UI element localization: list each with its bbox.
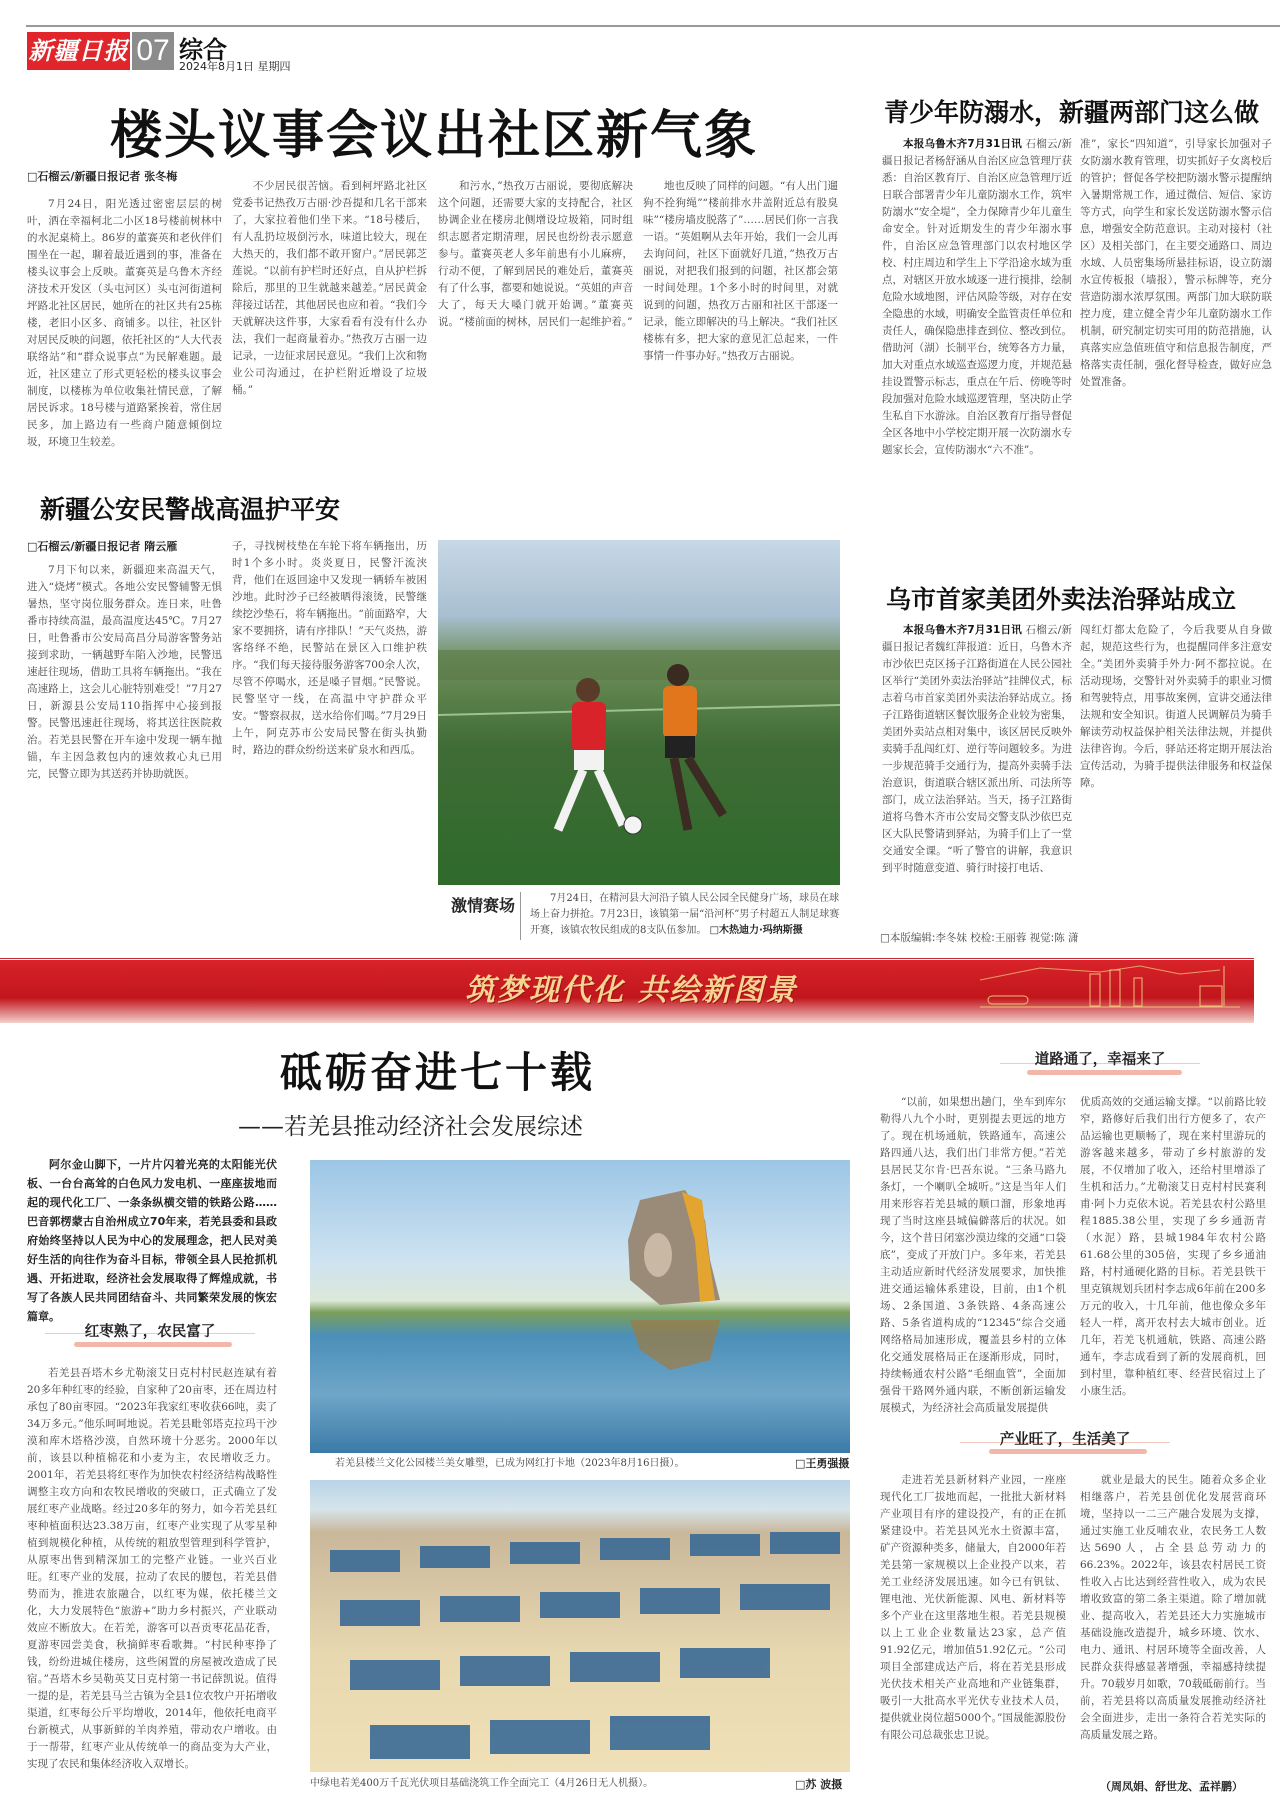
- headline-police: 新疆公安民警战高温护平安: [40, 495, 341, 524]
- article-section-roads-col1: “以前，如果想出趟门，坐车到库尔勒得八九个小时，更别提去更远的地方了。现在机场通航，铁路通车，高速公路四通八达，我们出门非常方便。”若羌县居民艾尔肯·巴吾东说。“三条马路九条灯，一个喇叭全城听。”这是当年人们用来形容若羌县城的顺口溜，形象地再现了当时这座县城偏僻落后的状况。如今，这个昔日闭塞沙漠边缘的交通“口袋底”，变成了开放门户。多年来，若羌县主动适应新时代经济发展要求，加快推进交通运输体系建设，目前，由1个机场、2条国道、3条铁路、4条高速公路、5条省道构成的“12345”综合交通网络格局加速形成，覆盖县乡村的立体化交通发展格局正在逐渐形成，同时，持续畅通农村公路“毛细血管”，全面加强骨干路网外通内联，不断创新运输发展模式，为经济社会高质量发展提供: [880, 1096, 1066, 1414]
- editor-credits: □本版编辑:李冬妹 校检:王丽蓉 视觉:陈 潇: [880, 932, 1079, 944]
- subhead-decor-bar: [1027, 1070, 1182, 1075]
- photo-solar-credit: □苏 波摄: [795, 1778, 843, 1791]
- article-lede: 阿尔金山脚下，一片片闪着光亮的太阳能光伏板、一台台高耸的白色风力发电机、一座座拔地而起的现代化工厂、一条条纵横交错的铁路公路……巴音郭楞蒙古自治州成立70年来，若羌县委和县政府始终坚持以人民为中心的发展理念，把人民对美好生活的向往作为奋斗目标，带领全县人民抢抓机遇、开拓进取，经济社会发展取得了辉煌成就，书写了各族人民共同团结奋斗、共同繁荣发展的恢宏篇章。: [27, 1158, 277, 1323]
- soccer-ball-icon: [624, 816, 642, 834]
- statue-scene-illustration: [310, 1160, 850, 1453]
- page-number: 07: [132, 32, 174, 70]
- section-title: 综合: [179, 36, 227, 64]
- article-section-industry-col1: 走进若羌县新材料产业园，一座座现代化工厂拔地而起，一批批大新材料产业项目有序的建设投产，有的正在抓紧建设中。若羌县风光水土资源丰富，矿产资源种类多，储量大，自2000年若羌县第一家规模以上企业投产以来，若羌工业经济发展迅速。如今已有钒钛、锂电池、光伏新能源、风电、新材料等多个产业在这里落地生根。若羌县规模以上工业企业数量达23家，总产值91.92亿元，增加值51.92亿元。“公司项目全部建成达产后，将在若羌县形成光伏技术相关产业高地和产业链集群，吸引一大批高水平光伏专业技术人员，提供就业岗位超5000个。”国晟能源股份有限公司总裁张忠卫说。: [880, 1474, 1066, 1741]
- photo-loulan-statue: [310, 1160, 850, 1453]
- article-section-industry-col2: 就业是最大的民生。随着众多企业相继落户，若羌县创优化发展营商环境，坚持以一二三产融合发展为支撑，通过实施工业反哺农业，农民务工人数达5690人，占全县总劳动力的66.23%。2022年，该县农村居民工资性收入占比达到经营性收入，成为农民增收致富的第二条主渠道。除了增加就业、提高收入，若羌县还大力实施城市基础设施改造提升，城乡环境、饮水、电力、通讯、村居环境等全面改善，人民群众获得感显著增强，幸福感持续提升。70载岁月如歌，70载砥砺前行。当前，若羌县将以高质量发展推动经济社会全面进步，走出一条符合若羌实际的高质量发展之路。: [1080, 1474, 1266, 1741]
- article-section-roads-col2: 优质高效的交通运输支撑。“以前路比较窄，路修好后我们出行方便多了，农产品运输也更顺畅了，现在来村里游玩的游客越来越多，带动了乡村旅游的发展，不仅增加了收入，还给村里增添了生机和活力。”尤勒滚艾日克村村民赛利甫·阿卜力克依木说。若羌县农村公路里程1885.38公里，实现了乡乡通沥青（水泥）路，县城1984年农村公路61.68公里的305倍，实现了乡乡通油路，村村通硬化路的目标。若羌县铁干里克镇规划兵团村李志成6年前在200多万元的收入，十几年前，他也像众多年轻人一样，离开农村去大城市创业。近几年，若羌飞机通航，铁路、高速公路通车，李志成看到了新的发展商机，回到村里，靠种植红枣、经营民宿过上了小康生活。: [1080, 1096, 1266, 1397]
- subhead-decor-bar: [989, 1449, 1147, 1454]
- photo-soccer-caption: 7月24日，在精河县大河沿子镇人民公园全民健身广场，球员在球场上奋力拼抢。7月23日，该镇第一届“沿河杯”男子村超五人制足球赛开赛，该镇农牧民组成的8支队伍参加。 □木热迪力·玛纳斯摄: [530, 893, 840, 936]
- byline-community: □石榴云/新疆日报记者 张冬梅: [27, 170, 178, 183]
- dateline-meituan: 本报乌鲁木齐7月31日讯: [903, 624, 1022, 636]
- article-community-col3: 和污水，”热孜万古丽说，要彻底解决这个问题，还需要大家的支持配合，社区协调企业在楼房北侧增设垃圾箱，同时组织志愿者定期清理，居民也纷纷表示愿意参与。董赛英老人多年前患有小儿麻痹，行动不便，了解到居民的难处后，董赛英有了什么事，都要和她说说。“英姐的声音大了，每天大嗓门就开始调。”董赛英说。“楼前面的树林，居民们一起维护着。”: [438, 180, 633, 328]
- masthead-rule: [26, 25, 1280, 27]
- dateline-drowning: 本报乌鲁木齐7月31日讯: [903, 138, 1022, 150]
- issue-date: 2024年8月1日 星期四: [179, 60, 291, 73]
- headline-community: 楼头议事会议出社区新气象: [110, 106, 759, 166]
- photo-soccer-match: [438, 540, 840, 885]
- subhead-decor-bar: [74, 1342, 232, 1347]
- photo-soccer-credit: □木热迪力·玛纳斯摄: [709, 925, 803, 936]
- subheadline-ruoqiang: ——若羌县推动经济社会发展综述: [238, 1114, 583, 1140]
- headline-meituan: 乌市首家美团外卖法治驿站成立: [886, 585, 1237, 614]
- solar-panels-illustration: [310, 1480, 850, 1772]
- article-section-red-dates: 若羌县吾塔木乡尤勒滚艾日克村村民赵连斌有着20多年种红枣的经验，自家种了20亩枣，还在周边村承包了80亩枣园。“2023年我家红枣收获66吨，卖了34万多元。”他乐呵呵地说。若羌县毗邻塔克拉玛干沙漠和库木塔格沙漠，自然环境十分恶劣。2000年以前，该县以种植棉花和小麦为主，农民增收乏力。2001年，若羌县将红枣作为加快农村经济结构战略性调整主攻方向和农牧民增收的突破口，正式确立了发展红枣产业战略。经过20多年的努力，如今若羌县红枣种植面积达23.38万亩，红枣产业实现了从零星种植到规模化种植，从传统的粗放型管理到科学管护，从原枣出售到精深加工的完整产业链。一业兴百业旺。红枣产业的发展，拉动了农民的腰包，若羌县借势而为，推进农旅融合，以红枣为媒，依托楼兰文化，大力发展特色“旅游+”助力乡村振兴，产业联动效应不断放大。在若羌，游客可以吾贡枣花品花香，夏游枣园尝美食，秋摘鲜枣看歌舞。“村民种枣挣了钱，纷纷进城住楼房，这些闲置的房屋被改造成了民宿。”吾塔木乡吴勒英艾日克村第一书记薛凯说。值得一提的是，若羌县马兰古镇为全县1位农牧户开拓增收渠道，红枣每公斤平均增收，2014年，他依托电商平台新模式，从事新鲜的羊肉养殖，带动农户增收。由于一帮带，红枣产业从传统单一的商品变为大产业，实现了农民和集体经济收入双增长。: [27, 1367, 277, 1770]
- photo-soccer-caption-title: 激情赛场: [451, 896, 516, 915]
- banner-slogan: 筑梦现代化 共绘新图景: [465, 973, 798, 1008]
- soccer-scene-illustration: [438, 540, 840, 885]
- photo-loulan-caption: 若羌县楼兰文化公园楼兰美女雕塑，已成为网红打卡地（2023年8月16日摄）。: [335, 1458, 685, 1469]
- article-community-col1: 7月24日，阳光透过密密层层的树叶，洒在幸福柯北二小区18号楼前树林中的水泥桌椅上。86岁的董赛英和老伙伴们围坐在一起，聊着最近遇到的事，准备在楼头议事会上反映。董赛英是乌鲁木齐经济技术开发区（头屯河区）头屯河街道柯坪路北社区居民，她所在的社区共有25栋楼，老旧小区多、商铺多。以往，社区针对居民反映的问题，依托社区的“人大代表联络站”和“群众说事点”为民解难题。最近，社区建立了形式更轻松的楼头议事会制度，以楼栋为单位收集社情民意，了解居民诉求。18号楼与道路紧挨着，常住居民多，加上路边有一些商户随意倾倒垃圾，环境卫生较差。: [27, 198, 222, 448]
- article-drowning-col1: 本报乌鲁木齐7月31日讯 石榴云/新疆日报记者杨舒涵从自治区应急管理厅获悉：自治区教育厅、自治区应急管理厅近日联合部署青少年儿童防溺水工作，筑牢防溺水“安全堤”，全力保障青少年儿童生命安全。针对近期发生的青少年溺水事件，自治区应急管理部门以农村地区学校、村庄周边和学生上下学沿途水域为重点，对辖区开放水域逐一进行摸排，绘制危险水域地图，评估风险等级，对存在安全隐患的水域，明确安全监管责任单位和责任人，确保隐患排查到位、整改到位。借助河（湖）长制平台，统筹各方力量，加大对重点水域巡查巡逻力度，并规范悬挂设置警示标志，重点在午后、傍晚等时段加强对危险水域巡逻管理，坚决防止学生私自下水游泳。自治区教育厅指导督促全区各地中小学校定期开展一次防溺水专题家长会，宣传防溺水“六不准”。: [882, 138, 1072, 456]
- byline-police: □石榴云/新疆日报记者 隋云雁: [27, 540, 178, 553]
- player-red-icon: [558, 678, 623, 830]
- photo-solar-project: [310, 1480, 850, 1772]
- article-police-col2: 子，寻找树枝垫在车轮下将车辆拖出，历时1个多小时。炎炎夏日，民警汗流浃背，他们在返回途中又发现一辆轿车被困沙地。此时沙子已经被晒得滚烫，民警继续挖沙垫石，将车辆拖出。“前面路窄，大家不要拥挤，请有序排队！”天气炎热，游客络绎不绝，民警站在景区入口维护秩序。“我们每天接待服务游客700余人次，尽管不停喝水，还是嗓子冒烟。”民警说。民警坚守一线，在高温中守护群众平安。“警察叔叔，送水给你们喝。”7月29日上午，阿克苏市公安局民警在街头执勤时，路边的群众纷纷送来矿泉水和西瓜。: [232, 540, 427, 756]
- article-authors: （周凤娟、舒世龙、孟祥鹏）: [1100, 1780, 1243, 1793]
- article-meituan-col1: 本报乌鲁木齐7月31日讯 石榴云/新疆日报记者魏红萍报道：近日，乌鲁木齐市沙依巴克区扬子江路街道在人民公园社区举行“美团外卖法治驿站”挂牌仪式，标志着乌市首家美团外卖法治驿站成立。扬子江路街道辖区餐饮服务企业较为密集，美团外卖站点相对集中，该区居民反映外卖骑手乱闯红灯、逆行等问题较多。为进一步规范骑手交通行为，提高外卖骑手法治意识，街道联合辖区派出所、司法所等部门，成立法治驿站。当天，扬子江路街道将乌鲁木齐市公安局交警支队沙依巴克区大队民警请到驿站，为骑手们上了一堂交通安全课。“听了警官的讲解，我意识到平时随意变道、骑行时接打电话、: [882, 624, 1072, 874]
- article-drowning-col2: 准”，家长“四知道”，引导家长加强对子女防溺水教育管理，切实抓好子女离校后的管护；督促各学校把防溺水警示提醒纳入暑期常规工作，通过微信、短信、家访等方式，向学生和家长发送防溺水警示信息，增强安全防范意识。主动对接村（社区）及相关部门，在主要交通路口、周边水域、人员密集场所悬挂标语，设立防溺水宣传板报（墙报），警示标牌等，充分营造防溺水浓厚氛围。两部门加大联防联控力度，建立健全青少年儿童防溺水工作机制，研究制定切实可用的防范措施，认真落实应急值班值守和信息报告制度，严格落实责任制，强化督导检查，做好应急处置准备。: [1080, 138, 1272, 388]
- caption-divider: [520, 892, 521, 940]
- photo-solar-caption: 中绿电若羌400万千瓦光伏项目基础浇筑工作全面完工（4月26日无人机摄）。: [310, 1778, 654, 1789]
- train-icon: [988, 996, 1028, 1004]
- article-community-col2: 不少居民很苦恼。看到柯坪路北社区党委书记热孜万古丽·沙吾提和几名干部来了，大家拉着他们坐下来。“18号楼后，有人乱扔垃圾倒污水，味道比较大，现在大热天的，我们都不敢开窗户。”居民郭芝莲说。“以前有护栏时还好点，自从护栏拆除后，那里的卫生就越来越差。”居民黄金萍接过话茬，其他居民也应和着。“我们今天就解决这件事，大家看看有没有什么办法，我们一起商量着办。”热孜万古丽一边记录，一边征求居民意见。“我们上次和物业公司沟通过，在护栏附近增设了垃圾桶。”: [232, 180, 427, 396]
- section-divider: [0, 958, 1254, 959]
- newspaper-logo: 新疆日报: [27, 32, 130, 70]
- subhead-red-dates: 红枣熟了，农民富了: [84, 1324, 216, 1340]
- statue-face-icon: [644, 1233, 672, 1277]
- subhead-roads: 道路通了，幸福来了: [1034, 1052, 1166, 1068]
- player-orange-icon: [663, 664, 723, 830]
- article-meituan-col2: 闯红灯都太危险了，今后我要从自身做起，规范这些行为，也提醒同伴多注意安全。”美团外卖骑手外力·阿不都拉说。在活动现场，交警针对外卖骑手的职业习惯和驾驶特点，用事故案例，宣讲交通法律法规和安全知识。街道人民调解员为骑手解读劳动权益保护相关法律法规，并提供法律咨询。今后，驿站还将定期开展法治宣传活动，为骑手提供法律服务和权益保障。: [1080, 624, 1272, 789]
- subhead-industry: 产业旺了，生活美了: [999, 1432, 1131, 1448]
- photo-loulan-credit: □王勇强摄: [795, 1457, 850, 1470]
- headline-ruoqiang: 砥砺奋进七十载: [280, 1048, 596, 1097]
- headline-drowning: 青少年防溺水，新疆两部门这么做: [884, 98, 1260, 127]
- article-police-col1: 7月下旬以来，新疆迎来高温天气，进入“烧烤”模式。各地公安民警辅警无惧暑热，坚守岗位服务群众。连日来，吐鲁番市持续高温，最高温度达45℃。7月27日，吐鲁番市公安局高昌分局游客警务站接到求助，一辆越野车陷入沙地，民警迅速赶往现场，借助工具将车辆拖出。“我在高速路上，这会儿心脏特别难受！”7月27日，新源县公安局110指挥中心接到报警。民警迅速赶往现场，将其送往医院救治。若羌县民警在开车途中发现一辆车抛锚，车主因急救包内的速效救心丸已用完，民警立即为其送药并协助就医。: [27, 564, 222, 780]
- article-community-col4: 地也反映了同样的问题。“有人出门遛狗不拴狗绳”“楼前排水井盖附近总有股臭味”“楼房墙皮脱落了”……居民们你一言我一语。“英姐啊从去年开始，我们一会儿再去询问问，社区下面就好几道，”热孜万古丽说，对把我们报到的问题，社区都会第一时间处理。1个多小时的时间里，对就说到的问题，热孜万古丽和社区干部逐一记录，能立即解决的马上解决。“我们社区楼栋有多，把大家的意见汇总起来，一件事情一件事办好。”热孜万古丽说。: [643, 180, 838, 362]
